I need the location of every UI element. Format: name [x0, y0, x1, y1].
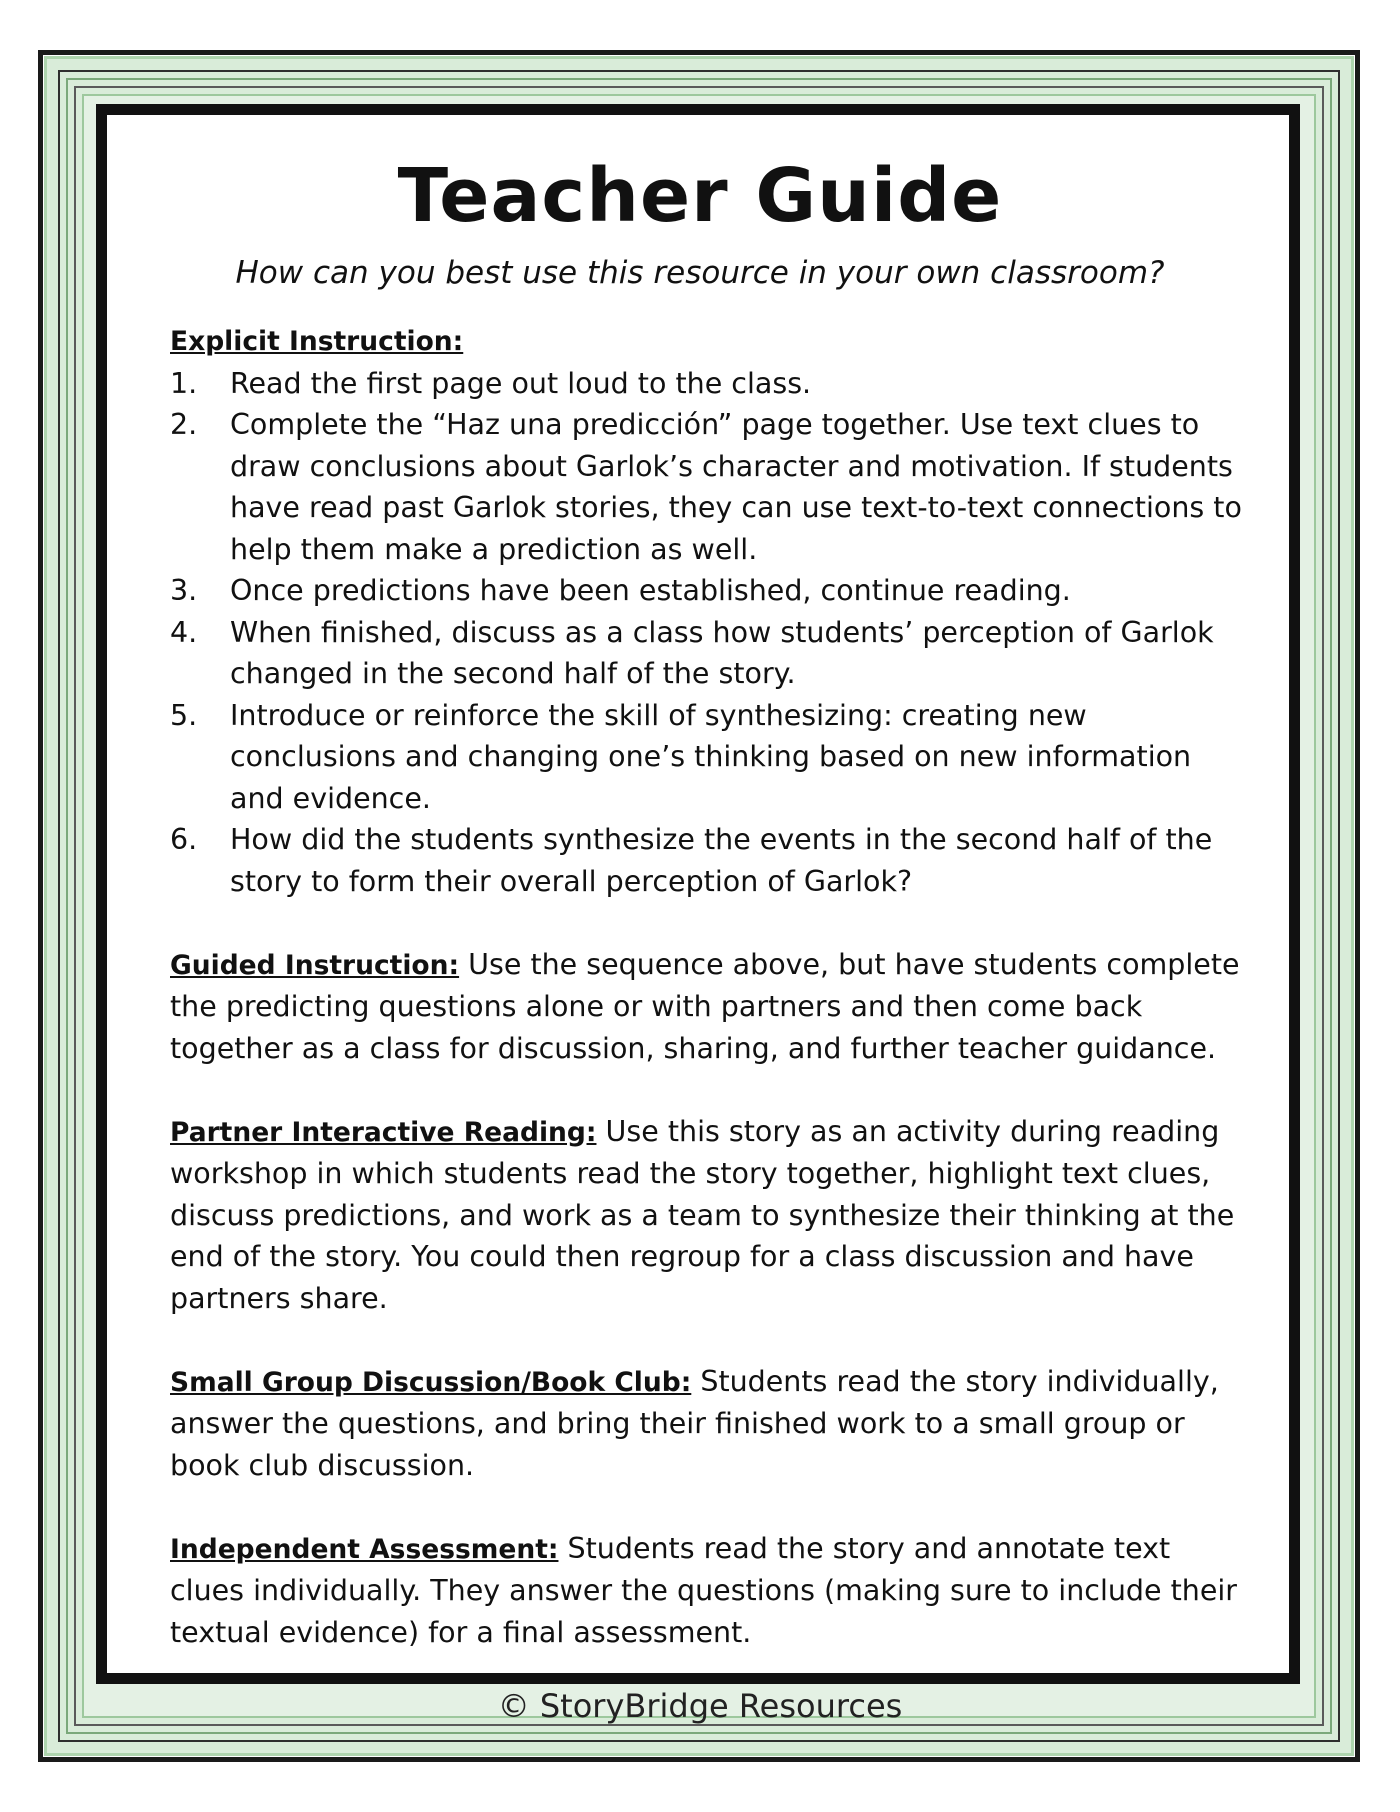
- copyright-footer: © StoryBridge Resources: [497, 1687, 903, 1725]
- list-item: [170, 819, 1250, 902]
- guided-instruction-section: [170, 944, 1250, 1070]
- step-number: 2.: [170, 408, 198, 441]
- list-item: [170, 612, 1250, 695]
- list-item: [170, 570, 1250, 612]
- explicit-instruction-section: [170, 320, 1250, 902]
- guide-content: [170, 124, 1250, 1653]
- page-subtitle: How can you best use this resource in your own classroom?: [235, 255, 1165, 291]
- section-text: Use this story as an activity during reading workshop in which students read the story together, highlight text clues, discuss predictions, and work as a team to synthesize their thinking at the end of the story. You could then regroup for a class discussion and have partners share.: [170, 1114, 1235, 1315]
- step-number: 5.: [170, 698, 198, 732]
- section-text: Students read the story and annotate text clues individually. They answer the questions (making sure to include their textual evidence) for a final assessment.: [170, 1531, 1238, 1649]
- step-text: Read the first page out loud to the class.: [230, 366, 812, 400]
- step-number: 4.: [170, 615, 198, 649]
- section-heading: Explicit Instruction:: [170, 326, 464, 357]
- step-number: 3.: [170, 574, 198, 607]
- step-text: How did the students synthesize the events in the second half of the story to form their overall perception of Garlok?: [230, 823, 1213, 898]
- step-text: When finished, discuss as a class how students’ perception of Garlok changed in the second half of the story.: [230, 615, 1214, 690]
- list-item: [170, 695, 1250, 820]
- section-heading: Independent Assessment:: [170, 1533, 559, 1565]
- explicit-steps-list: [170, 363, 1250, 903]
- spacer: [170, 902, 1250, 944]
- section-text: Students read the story individually, answer the questions, and bring their finished work to a small group or book club discussion.: [170, 1364, 1219, 1482]
- explicit-heading-line: [170, 320, 1250, 363]
- section-heading: Guided Instruction:: [170, 949, 460, 981]
- step-text: Complete the “Haz una predicción” page together. Use text clues to draw conclusions about Garlok’s character and motivation. If students have read past Garlok stories, they can use text-to-text connections to help them make a prediction as well.: [230, 408, 1242, 566]
- list-item: [170, 363, 1250, 405]
- spacer: [170, 1069, 1250, 1111]
- step-text: Once predictions have been established, continue reading.: [230, 574, 1071, 607]
- spacer: [170, 1319, 1250, 1361]
- step-text: Introduce or reinforce the skill of synthesizing: creating new conclusions and changing one’s thinking based on new information and evidence.: [230, 698, 1192, 815]
- spacer: [170, 1486, 1250, 1528]
- list-item: [170, 404, 1250, 570]
- page-title: Teacher Guide: [397, 153, 1003, 239]
- step-number: 6.: [170, 823, 198, 856]
- step-number: 1.: [170, 366, 198, 400]
- independent-assessment-section: [170, 1528, 1250, 1654]
- section-heading: Small Group Discussion/Book Club:: [170, 1366, 692, 1398]
- section-heading: Partner Interactive Reading:: [170, 1116, 597, 1148]
- partner-reading-section: [170, 1111, 1250, 1320]
- section-text: Use the sequence above, but have students complete the predicting questions alone or with partners and then come back together as a class for discussion, sharing, and further teacher guidance.: [170, 947, 1240, 1065]
- small-group-section: [170, 1361, 1250, 1487]
